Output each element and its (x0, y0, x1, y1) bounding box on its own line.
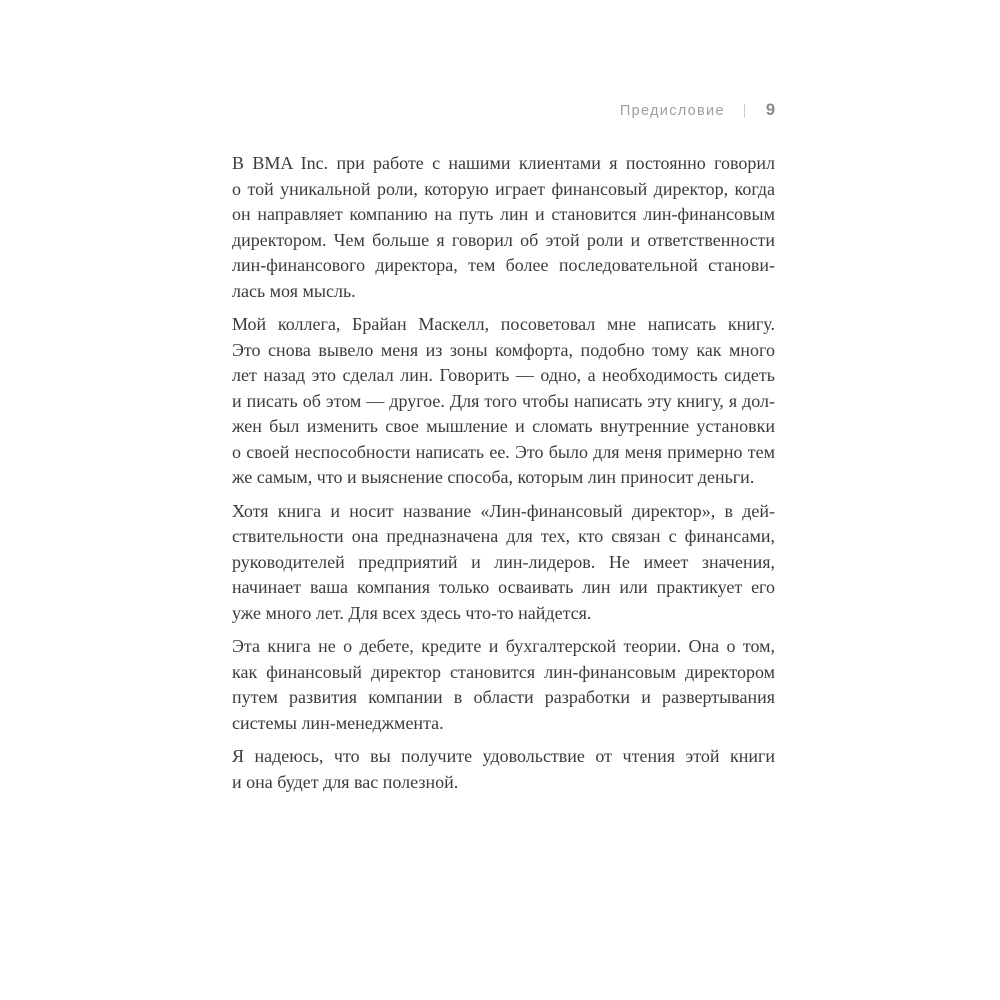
text-line: ствительности она предназначена для тех, кто связан с финансами, (232, 526, 775, 546)
text-line: лин-финансового директора, тем более последовательной станови- (232, 255, 775, 275)
page-text (232, 151, 775, 803)
paragraph (232, 744, 775, 795)
text-line: директором. Чем больше я говорил об этой роли и ответственности (232, 229, 775, 250)
text-line: лась моя мысль. (232, 280, 356, 301)
running-header (232, 101, 775, 120)
text-line: он направляет компанию на путь лин и становится лин-финансовым (232, 204, 775, 224)
chapter-title: Предисловие (619, 102, 725, 119)
text-line: о той уникальной роли, которую играет финансовый директор, когда (232, 178, 775, 199)
text-line: системы лин-менеджмента. (232, 712, 444, 733)
text-line: руководителей предприятий и лин-лидеров. Не имеет значения, (232, 551, 775, 572)
text-line: Это снова вывело меня из зоны комфорта, подобно тому как много (232, 339, 775, 360)
text-line: путем развития компании в области разработки и развертывания (232, 687, 775, 707)
header-divider (744, 104, 745, 118)
text-line: и писать об этом — другое. Для того чтобы написать эту книгу, я дол- (232, 390, 775, 411)
text-line: как финансовый директор становится лин-финансовым директором (232, 661, 775, 682)
text-line: Я надеюсь, что вы получите удовольствие от чтения этой книги (232, 746, 775, 766)
text-line: Эта книга не о дебете, кредите и бухгалтерской теории. Она о том, (232, 636, 775, 656)
page-number: 9 (765, 101, 775, 119)
text-line: начинает ваша компания только осваивать лин или практикует его (232, 577, 775, 597)
paragraph (232, 312, 775, 491)
text-line: лет назад это сделал лин. Говорить — одно, а необходимость сидеть (232, 365, 775, 385)
text-line: же самым, что и выяснение способа, которым лин приносит деньги. (232, 467, 755, 487)
text-line: Хотя книга и носит название «Лин-финансовый директор», в дей- (232, 500, 775, 521)
text-line: и она будет для вас полезной. (232, 771, 459, 792)
paragraph (232, 151, 775, 304)
paragraph (232, 499, 775, 627)
text-line: о своей неспособности написать ее. Это было для меня примерно тем (232, 441, 775, 462)
text-line: уже много лет. Для всех здесь что-то найдется. (232, 602, 592, 623)
text-line: жен был изменить свое мышление и сломать внутренние установки (232, 416, 775, 436)
text-line: В BMA Inc. при работе с нашими клиентами я постоянно говорил (232, 153, 775, 173)
text-line: Мой коллега, Брайан Маскелл, посоветовал мне написать книгу. (232, 314, 775, 334)
paragraph (232, 634, 775, 736)
